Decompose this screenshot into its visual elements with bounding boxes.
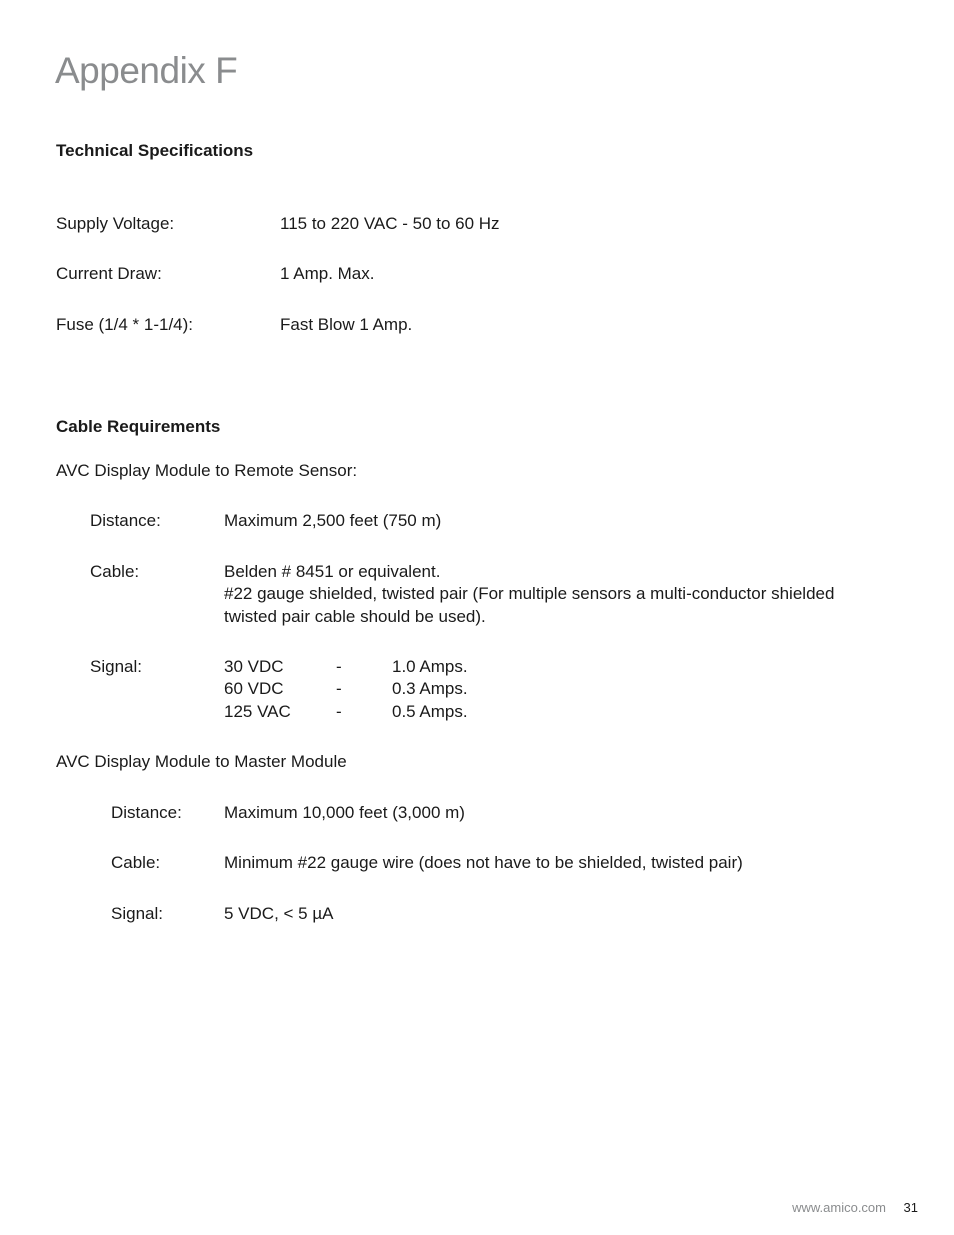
remote-cable-line-1: Belden # 8451 or equivalent.: [224, 562, 441, 581]
master-cable-label: Cable:: [111, 853, 161, 872]
remote-cable-label: Cable:: [90, 562, 140, 581]
signal-voltage-60vdc: 60 VDC: [224, 679, 284, 698]
master-signal-label: Signal:: [111, 904, 163, 923]
technical-specifications-heading: Technical Specifications: [56, 141, 254, 160]
remote-sensor-heading: AVC Display Module to Remote Sensor:: [56, 461, 358, 480]
supply-voltage-value: 115 to 220 VAC - 50 to 60 Hz: [280, 214, 500, 233]
signal-dash: -: [336, 702, 342, 721]
signal-voltage-125vac: 125 VAC: [224, 702, 291, 721]
signal-amps-30vdc: 1.0 Amps.: [392, 657, 468, 676]
page-number: 31: [903, 1200, 918, 1215]
remote-cable-line-2: #22 gauge shielded, twisted pair (For multiple sensors a multi-conductor shielded: [224, 584, 835, 603]
signal-dash: -: [336, 679, 342, 698]
signal-amps-125vac: 0.5 Amps.: [392, 702, 468, 721]
master-cable-value: Minimum #22 gauge wire (does not have to be shielded, twisted pair): [224, 853, 743, 872]
remote-distance-label: Distance:: [90, 511, 161, 530]
remote-distance-value: Maximum 2,500 feet (750 m): [224, 511, 442, 530]
master-signal-value: 5 VDC, < 5 µA: [224, 904, 334, 923]
master-module-heading: AVC Display Module to Master Module: [56, 752, 347, 771]
remote-signal-label: Signal:: [90, 657, 142, 676]
signal-voltage-30vdc: 30 VDC: [224, 657, 284, 676]
footer-url[interactable]: www.amico.com: [792, 1200, 886, 1215]
remote-cable-line-3: twisted pair cable should be used).: [224, 607, 486, 626]
supply-voltage-label: Supply Voltage:: [56, 214, 175, 233]
master-distance-label: Distance:: [111, 803, 182, 822]
current-draw-value: 1 Amp. Max.: [280, 264, 375, 283]
fuse-value: Fast Blow 1 Amp.: [280, 315, 413, 334]
fuse-label: Fuse (1/4 * 1-1/4):: [56, 315, 194, 334]
signal-dash: -: [336, 657, 342, 676]
page-title: Appendix F: [55, 50, 238, 91]
cable-requirements-heading: Cable Requirements: [56, 417, 221, 436]
signal-amps-60vdc: 0.3 Amps.: [392, 679, 468, 698]
current-draw-label: Current Draw:: [56, 264, 162, 283]
master-distance-value: Maximum 10,000 feet (3,000 m): [224, 803, 465, 822]
